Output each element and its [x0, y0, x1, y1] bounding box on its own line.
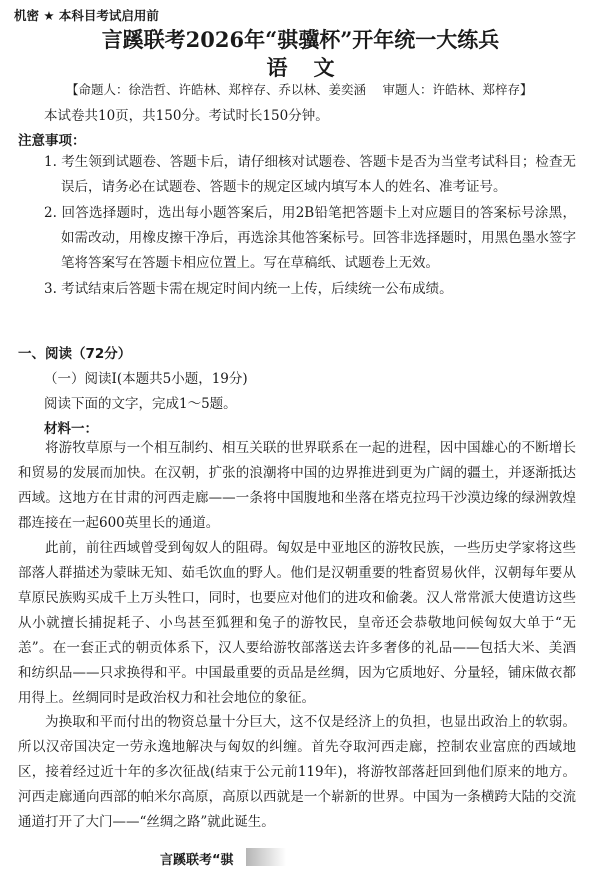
notice-item: 3. 考试结束后答题卡需在规定时间内统一上传，后续统一公布成绩。	[44, 281, 453, 297]
footer-text: 言蹊联考“骐	[160, 853, 234, 868]
intro-line: 本试卷共10页，共150分。考试时长150分钟。	[44, 108, 329, 124]
instruction-line: 阅读下面的文字，完成1～5题。	[44, 396, 237, 412]
notice-item: 1. 考生领到试题卷、答题卡后，请仔细核对试题卷、答题卡是否为当堂考试科目；检查无误后，请务必在试题卷、答题卡的规定区域内填写本人的姓名、准考证号。	[44, 154, 576, 195]
exam-title: 言蹊联考2026年“骐骥杯”开年统一大练兵	[101, 27, 500, 52]
material-paragraph: 此前，前往西域曾受到匈奴人的阻碍。匈奴是中亚地区的游牧民族，一些历史学家将这些部落人群描述为蒙昧无知、茹毛饮血的野人。他们是汉朝重要的牲畜贸易伙伴，汉朝每年要从草原民族购买成千上万头牲口，同时，也要应对他们的进攻和偷袭。汉人常常派大使遣访这些从小就擅长捕捉耗子、小鸟甚至狐狸和兔子的游牧民，皇帝还会恭敬地问候匈奴大单于“无恙”。在一套正式的朝贡体系下，汉人要给游牧部落送去许多奢侈的礼品——包括大米、美酒和纺织品——只求换得和平。中国最重要的贡品是丝绸，因为它质地好、分量轻，铺床做衣都用得上。丝绸同时是政治权力和社会地位的象征。	[18, 540, 576, 706]
notice-list	[44, 150, 576, 303]
subsection-heading: （一）阅读Ⅰ(本题共5小题，19分)	[44, 371, 248, 387]
material-label: 材料一：	[44, 421, 98, 437]
notice-heading: 注意事项：	[18, 133, 86, 149]
subject-title: 语文	[266, 55, 361, 80]
notice-item: 2. 回答选择题时，选出每小题答案后，用2B铅笔把答题卡上对应题目的答案标号涂黑，如需改动，用橡皮擦干净后，再选涂其他答案标号。回答非选择题时，用黑色墨水签字笔将答案写在答题卡相应位置上。写在草稿纸、试题卷上无效。	[44, 205, 576, 271]
footer-fade	[246, 848, 286, 866]
staff-line: 【命题人：徐浩哲、许皓林、郑梓存、乔以林、姜奕涵 审题人：许皓林、郑梓存】	[66, 82, 533, 97]
section-heading: 一、阅读（72分）	[18, 346, 132, 362]
confidential-label: 机密 ★ 本科目考试启用前	[14, 8, 159, 23]
material-paragraph: 为换取和平而付出的物资总量十分巨大，这不仅是经济上的负担，也显出政治上的软弱。所以汉帝国决定一劳永逸地解决与匈奴的纠缠。首先夺取河西走廊，控制农业富庶的西域地区，接着经过近十年的多次征战(结束于公元前119年)，将游牧部落赶回到他们原来的地方。河西走廊通向西部的帕米尔高原，高原以西就是一个崭新的世界。中国为一条横跨大陆的交流通道打开了大门——“丝绸之路”就此诞生。	[18, 714, 576, 830]
material-paragraph: 将游牧草原与一个相互制约、相互关联的世界联系在一起的进程，因中国雄心的不断增长和贸易的发展而加快。在汉朝，扩张的浪潮将中国的边界推进到更为广阔的疆土，并逐渐抵达西域。这地方在甘肃的河西走廊——一条将中国腹地和坐落在塔克拉玛干沙漠边缘的绿洲敦煌郡连接在一起600英里长的通道。	[18, 440, 576, 531]
